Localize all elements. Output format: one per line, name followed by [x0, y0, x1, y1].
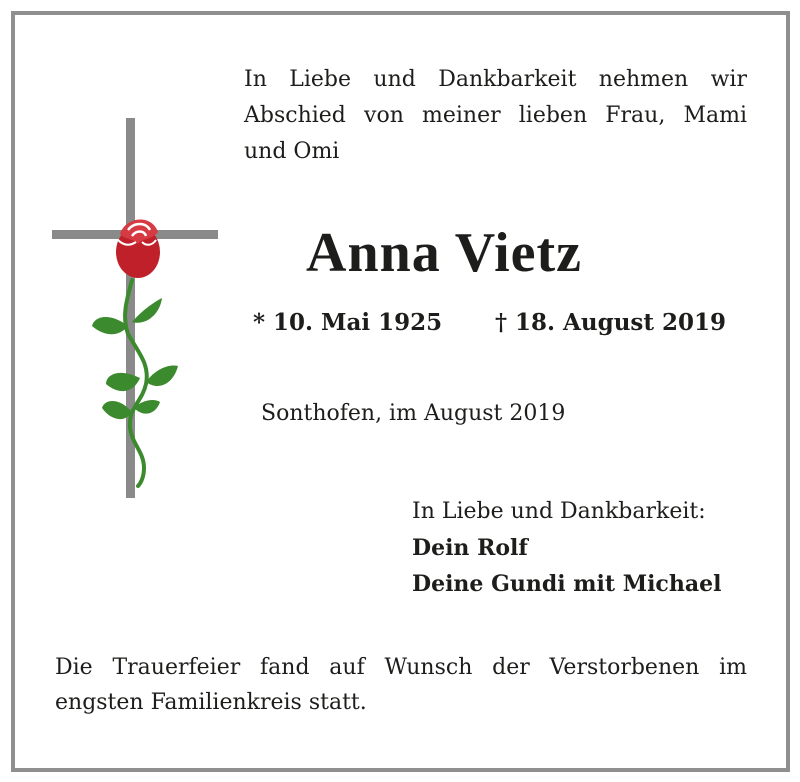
signer-1: Dein Rolf [412, 535, 528, 561]
signature-intro: In Liebe und Dankbarkeit: [412, 499, 706, 524]
place-and-date: Sonthofen, im August 2019 [261, 401, 566, 426]
birth-date: * 10. Mai 1925 [253, 309, 443, 336]
signature-block [412, 494, 721, 602]
cross-with-rose-icon [48, 112, 224, 504]
deceased-name: Anna Vietz [306, 222, 582, 284]
funeral-note-line-2: engsten Familienkreis statt. [55, 690, 367, 715]
signer-2: Deine Gundi mit Michael [412, 571, 722, 597]
death-date: † 18. August 2019 [495, 309, 727, 336]
intro-line-3: und Omi [244, 139, 340, 164]
intro-line-1: In Liebe und Dankbarkeit nehmen wir [244, 67, 747, 92]
funeral-note-line-1: Die Trauerfeier fand auf Wunsch der Verstorbenen im [55, 655, 747, 680]
funeral-note [55, 650, 747, 720]
intro-text [244, 62, 764, 170]
intro-line-2: Abschied von meiner lieben Frau, Mami [244, 103, 747, 128]
